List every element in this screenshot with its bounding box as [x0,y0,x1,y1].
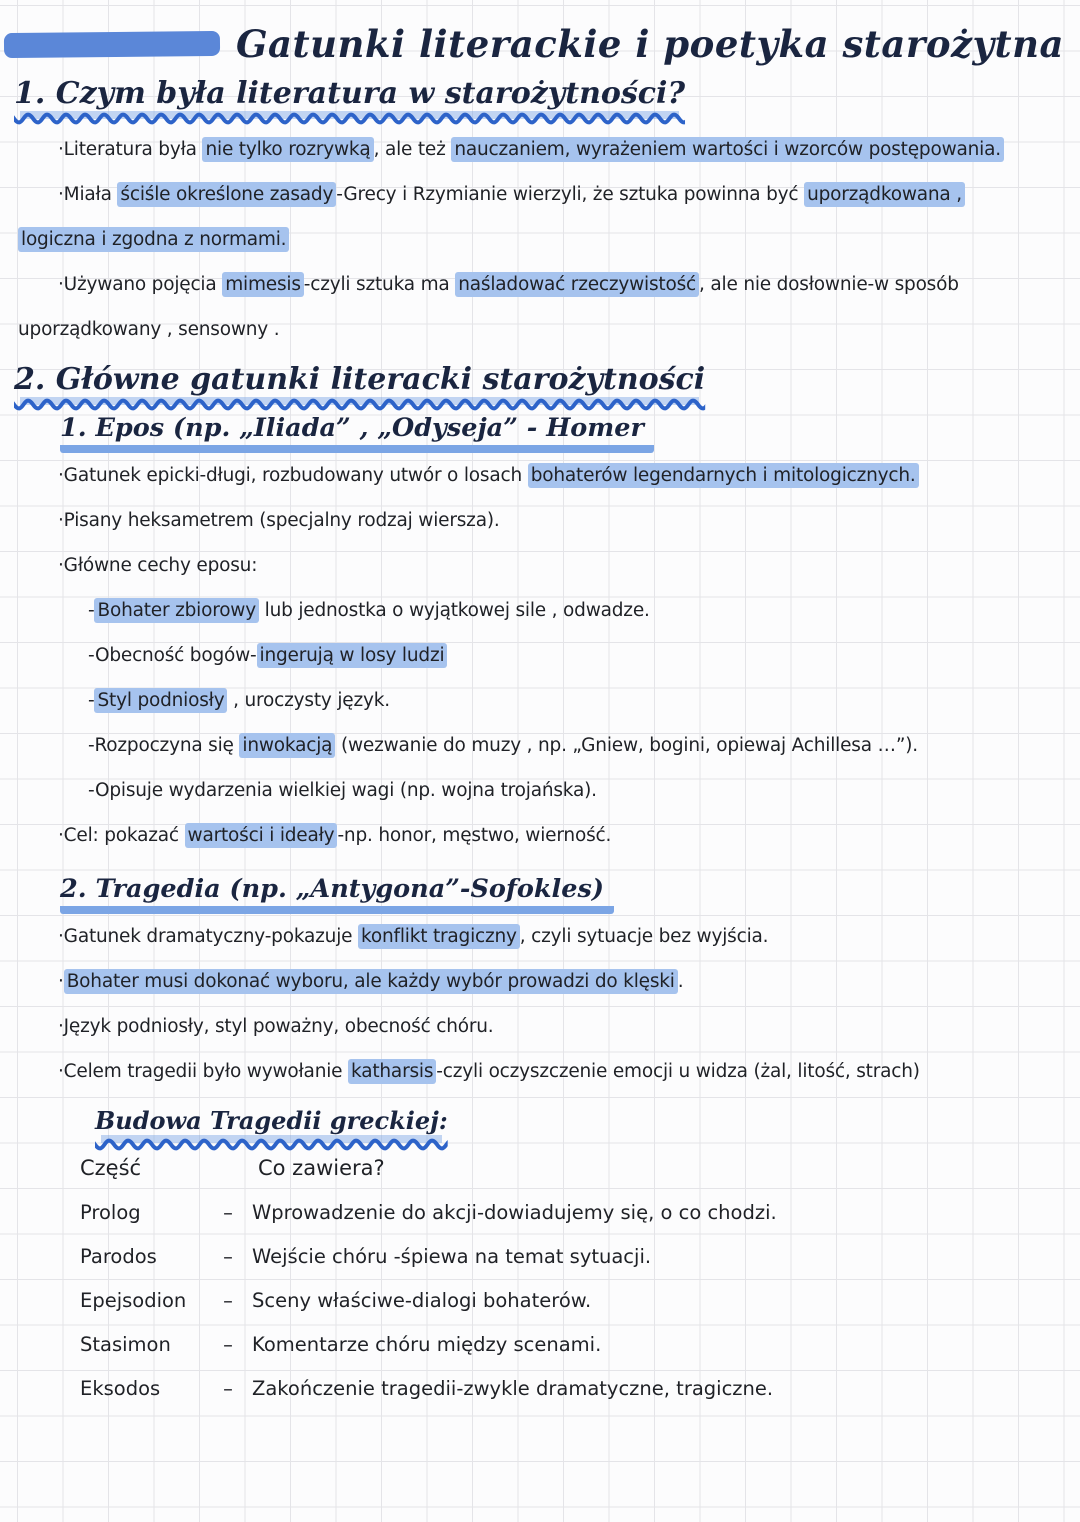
epos-subheading-text: 1. Epos (np. „Iliada” , „Odyseja” - Homer [60,413,654,453]
table-description: Wprowadzenie do akcji-dowiadujemy się, o co chodzi. [252,1201,777,1224]
section-2-heading [14,362,1080,397]
table-term: Prolog [80,1201,141,1224]
text-run: ·Używano pojęcia [58,274,223,295]
text-run: -Rozpoczyna się [88,735,240,756]
tragedy-structure-table [0,1106,1080,1411]
text-run: ·Cel: pokazać [58,825,185,846]
highlighted-text: bohaterów legendarnych i mitologicznych. [528,463,919,488]
note-line [0,914,1080,959]
text-run: (wezwanie do muzy , np. „Gniew, bogini, opiewaj Achillesa …”). [335,735,918,756]
text-run: ·Miała [58,184,118,205]
highlighted-text: mimesis [222,272,304,297]
page-title: Gatunki literackie i poetyka starożytna [235,22,1064,66]
note-line [0,262,1080,307]
highlighted-text: ściśle określone zasady [117,182,336,207]
highlighted-text: wartości i ideały [185,823,338,848]
text-run: · [58,971,64,992]
table-dash: – [223,1377,233,1400]
table-row [0,1279,1080,1323]
note-line [0,768,1080,813]
text-run: ·Gatunek dramatyczny-pokazuje [58,926,359,947]
note-line [0,453,1080,498]
text-run: -Obecność bogów- [88,645,257,666]
table-row [0,1323,1080,1367]
table-row [0,1367,1080,1411]
column-header-part: Część [80,1156,142,1180]
highlighted-text: ingerują w losy ludzi [257,643,448,668]
text-run: ·Język podniosły, styl poważny, obecność chóru. [58,1016,494,1037]
title-left-highlight-bar [4,30,220,57]
table-dash: – [223,1333,233,1356]
note-line [0,1004,1080,1049]
table-dash: – [223,1245,233,1268]
note-line [0,678,1080,723]
section-1-heading-text: 1. Czym była literatura w starożytności? [14,76,686,111]
note-line [0,633,1080,678]
highlighted-text: inwokacją [239,733,335,758]
text-run: ·Główne cechy eposu: [58,555,258,576]
text-run: , ale nie dosłownie-w sposób [699,274,959,295]
text-run: ·Pisany heksametrem (specjalny rodzaj wiersza). [58,510,500,531]
highlighted-text: uporządkowana , [804,182,965,207]
note-line [0,172,1080,217]
text-run: -czyli oczyszczenie emocji u widza (żal, litość, strach) [436,1061,920,1082]
table-description: Komentarze chóru między scenami. [252,1333,602,1356]
table-header-row [0,1145,1080,1191]
section-2-heading-text: 2. Główne gatunki literacki starożytności [14,362,706,397]
epos-subheading [60,413,1080,443]
section-1-heading [14,76,1080,111]
table-term: Epejsodion [80,1289,187,1312]
highlighted-text: konflikt tragiczny [358,924,520,949]
text-run: - [88,690,95,711]
text-run: ·Gatunek epicki-długi, rozbudowany utwór o losach [58,465,528,486]
table-row [0,1235,1080,1279]
tragedia-subheading [60,874,1080,904]
table-dash: – [223,1289,233,1312]
highlighted-text: logiczna i zgodna z normami. [18,227,289,252]
text-run: ·Celem tragedii było wywołanie [58,1061,349,1082]
note-line [0,498,1080,543]
tragedia-subheading-text: 2. Tragedia (np. „Antygona”-Sofokles) [60,874,614,914]
note-line [0,959,1080,1004]
text-run: , ale też [373,139,452,160]
note-line [0,588,1080,633]
highlighted-text: Styl podniosły [94,688,227,713]
table-term: Parodos [80,1245,157,1268]
text-run: , czyli sytuacje bez wyjścia. [519,926,769,947]
highlighted-text: naśladować rzeczywistość [455,272,699,297]
note-line [0,543,1080,588]
text-run: -np. honor, męstwo, wierność. [337,825,612,846]
column-header-contents: Co zawiera? [258,1156,385,1180]
highlighted-text: katharsis [348,1059,436,1084]
text-run: -Opisuje wydarzenia wielkiej wagi (np. wojna trojańska). [88,780,597,801]
text-run: - [88,600,95,621]
highlighted-text: Bohater zbiorowy [94,598,259,623]
note-line [0,217,1080,262]
page-title-row [0,0,1080,66]
table-heading-text: Budowa Tragedii greckiej: [95,1106,448,1135]
table-description: Sceny właściwe-dialogi bohaterów. [252,1289,592,1312]
table-row [0,1191,1080,1235]
table-heading [95,1106,1080,1135]
text-run: . [677,971,684,992]
table-description: Wejście chóru -śpiewa na temat sytuacji. [252,1245,652,1268]
text-run: uporządkowany , sensowny . [18,319,280,340]
note-line [0,723,1080,768]
note-line [0,813,1080,858]
highlighted-text: nie tylko rozrywką [202,137,373,162]
table-dash: – [223,1201,233,1224]
note-line [0,127,1080,172]
text-run: -czyli sztuka ma [303,274,456,295]
text-run: lub jednostka o wyjątkowej sile , odwadze. [259,600,650,621]
table-description: Zakończenie tragedii-zwykle dramatyczne, tragiczne. [252,1377,774,1400]
text-run: -Grecy i Rzymianie wierzyli, że sztuka powinna być [336,184,805,205]
text-run: ·Literatura była [58,139,203,160]
table-term: Eksodos [80,1377,161,1400]
highlighted-text: Bohater musi dokonać wyboru, ale każdy wybór prowadzi do klęski [64,969,678,994]
highlighted-text: nauczaniem, wyrażeniem wartości i wzorców postępowania. [451,137,1004,162]
note-line [0,1049,1080,1094]
note-line [0,307,1080,352]
table-term: Stasimon [80,1333,171,1356]
text-run: , uroczysty język. [227,690,390,711]
